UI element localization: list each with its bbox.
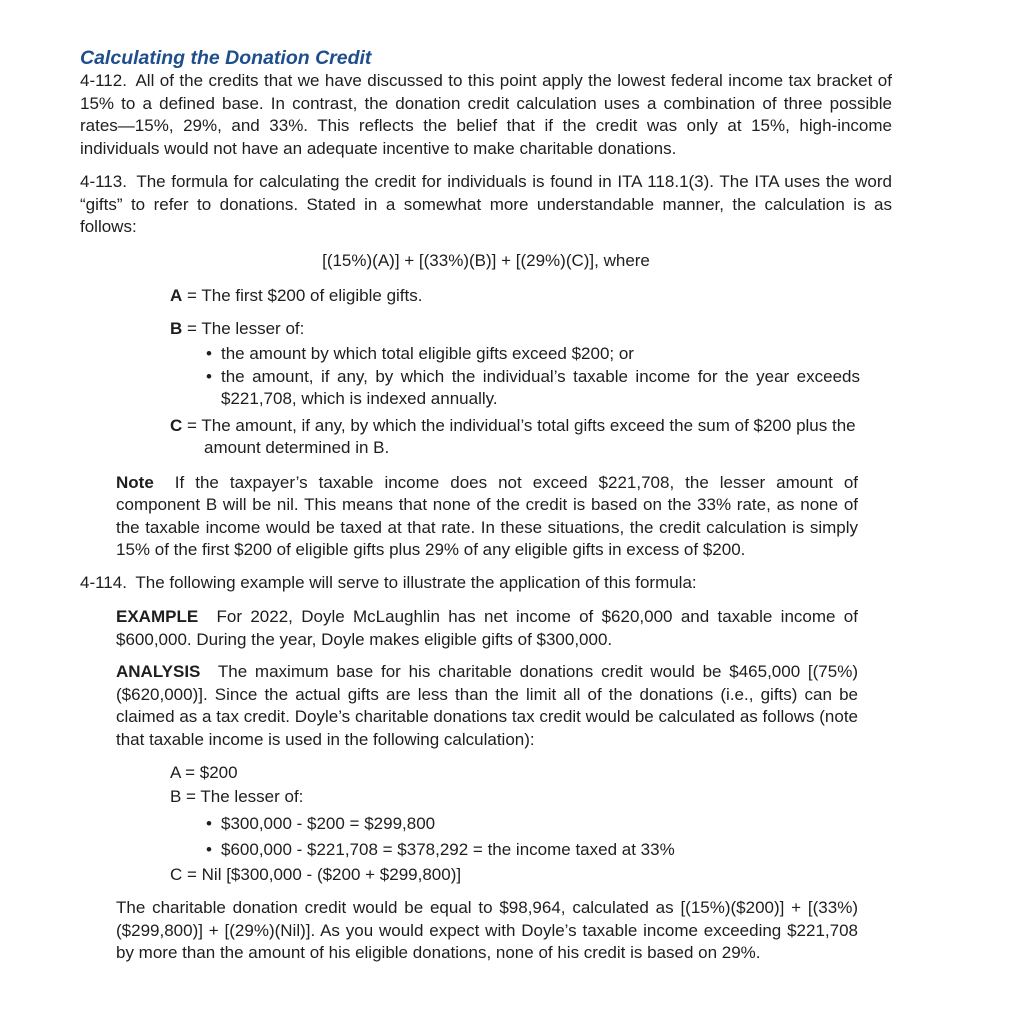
analysis-label: ANALYSIS [116, 662, 201, 681]
example-text: For 2022, Doyle McLaughlin has net income of $620,000 and taxable income of $600,000. During the year, Doyle makes eligible gifts of $300,000. [116, 607, 858, 649]
section-title: Calculating the Donation Credit [80, 47, 372, 69]
definition-text: = The first $200 of eligible gifts. [187, 286, 423, 305]
note-block [116, 472, 858, 562]
variable-label: B [170, 318, 183, 338]
paragraph-4-112 [80, 70, 892, 160]
example-label: EXAMPLE [116, 607, 199, 626]
analysis-block [116, 661, 858, 751]
note-text: If the taxpayer’s taxable income does not exceed $221,708, the lesser amount of component B will be nil. This means that none of the credit is based on the 33% rate, as none of the taxable income would be taxed at that rate. In these situations, the credit calculation is simply 15% of the first $200 of eligible gifts plus 29% of any eligible gifts in excess of $200. [116, 472, 858, 559]
list-item: • the amount, if any, by which the individual’s taxable income for the year exceeds $221,708, which is indexed annually. [206, 366, 860, 411]
paragraph-number: 4-113. [80, 172, 127, 191]
definition-text: = The amount, if any, by which the individual’s total gifts exceed the sum of $200 plus the amount determined in B. [187, 415, 856, 457]
paragraph-number: 4-112. [80, 71, 127, 90]
paragraph-4-114 [80, 572, 892, 595]
paragraph-4-113 [80, 171, 892, 239]
list-item: • $300,000 - $200 = $299,800 [206, 811, 860, 837]
calc-b-line: B = The lesser of: [170, 787, 304, 806]
calculation-block [170, 761, 860, 887]
calc-c-line: C = Nil [$300,000 - ($200 + $299,800)] [170, 865, 462, 884]
note-label: Note [116, 472, 154, 492]
paragraph-number: 4-114. [80, 572, 127, 592]
list-item: • the amount by which total eligible gifts exceed $200; or [206, 343, 860, 366]
list-item: • $600,000 - $221,708 = $378,292 = the income taxed at 33% [206, 837, 860, 863]
conclusion-paragraph: The charitable donation credit would be equal to $98,964, calculated as [(15%)($200)] + [(33%)($299,800)] + [(29%)(Nil)]. As you would expect with Doyle’s taxable income exceeding $221,708 by more than the amount of his eligible donations, none of his credit is based on 29%. [116, 898, 858, 962]
calc-a-line: A = $200 [170, 763, 238, 782]
variable-label: C [170, 415, 183, 435]
example-block [116, 606, 858, 651]
definition-text: = The lesser of: [187, 318, 305, 338]
definition-a [170, 285, 860, 308]
calc-b-list [206, 811, 860, 863]
definition-b-list [206, 343, 860, 411]
analysis-text: The maximum base for his charitable donations credit would be $465,000 [(75%)($620,000)]. Since the actual gifts are less than the limit all of the donations (i.e., gifts) can be claimed as a tax credit. Doyle’s charitable donations tax credit would be calculated as follows (note that taxable income is used in the following calculation): [116, 662, 858, 749]
paragraph-text: The formula for calculating the credit for individuals is found in ITA 118.1(3). The ITA uses the word “gifts” to refer to donations. Stated in a somewhat more understandable manner, the calculation is as follows: [80, 172, 893, 236]
paragraph-text: All of the credits that we have discussed to this point apply the lowest federal income tax bracket of 15% to a defined base. In contrast, the donation credit calculation uses a combination of three possible rates—15%, 29%, and 33%. This reflects the belief that if the credit was only at 15%, high-income individuals would not have an adequate incentive to make charitable donations. [80, 71, 892, 158]
definition-b [170, 318, 860, 341]
formula-definitions [170, 285, 860, 460]
variable-label: A [170, 286, 183, 305]
paragraph-text: The following example will serve to illustrate the application of this formula: [135, 572, 697, 592]
credit-formula: [(15%)(A)] + [(33%)(B)] + [(29%)(C)], where [322, 250, 650, 270]
definition-c [170, 415, 860, 460]
